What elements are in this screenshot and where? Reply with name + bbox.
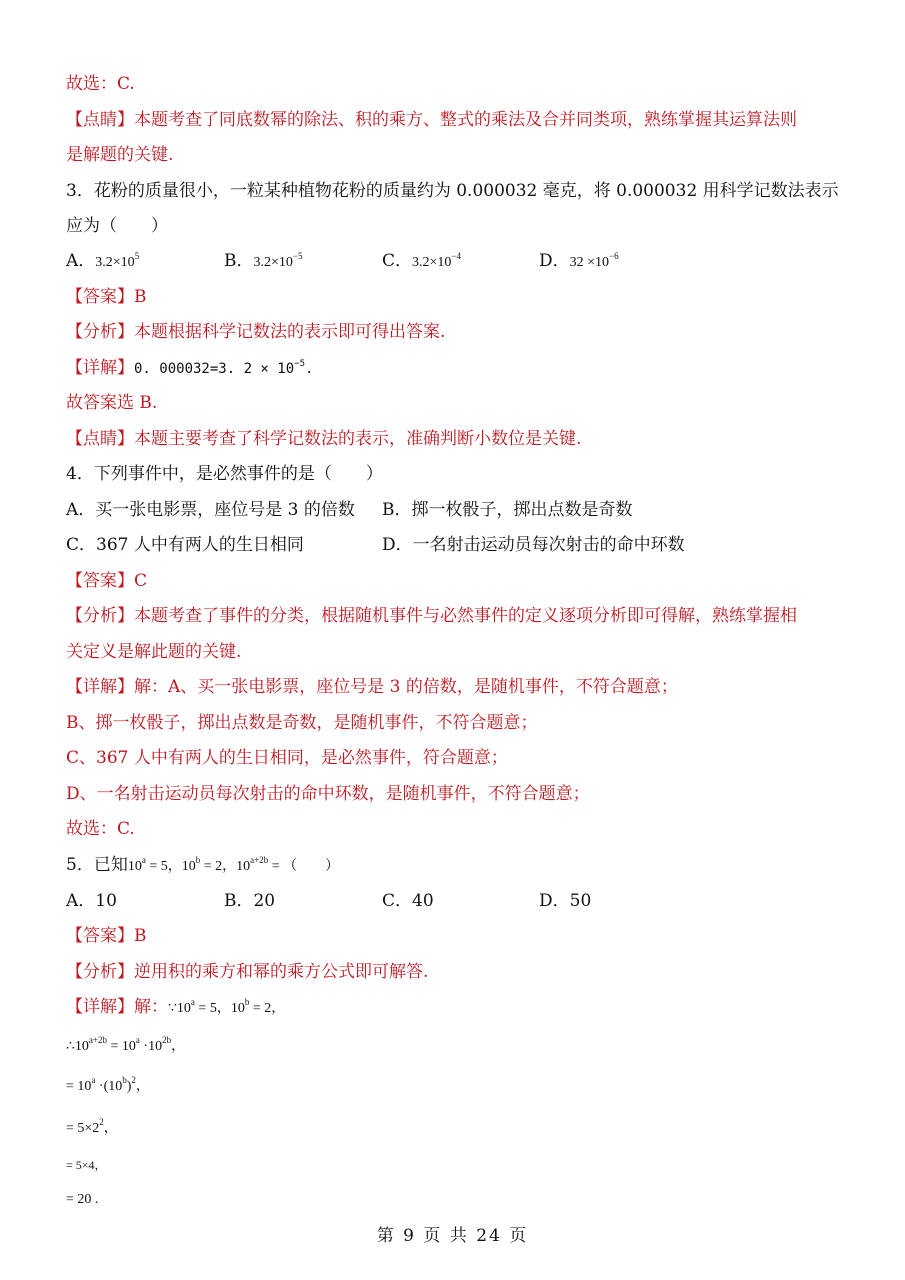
q3-option-d: D．$32 \times 10^{-6}$ (539, 251, 619, 271)
q4-option-c: C．367 人中有两人的生日相同 (66, 535, 304, 555)
previous-comment-line-2: 是解题的关键. (66, 145, 174, 165)
q5-step-3: = $5\times 2^2$， (66, 1117, 118, 1136)
q5-option-c: C．40 (382, 891, 434, 911)
q5-step-2: = $10^a \cdot(10^b)^2$， (66, 1075, 150, 1094)
q5-option-a: A．10 (66, 891, 117, 911)
q5-analysis: 【分析】逆用积的乘方和幂的乘方公式即可解答. (66, 962, 429, 982)
q3-comment: 【点睛】本题主要考查了科学记数法的表示，准确判断小数位是关键. (66, 429, 582, 449)
q4-detail-line-2: B、掷一枚骰子，掷出点数是奇数，是随机事件，不符合题意； (66, 713, 538, 733)
q5-option-d: D．50 (539, 891, 592, 911)
q4-analysis-line-2: 关定义是解此题的关键. (66, 642, 242, 662)
q3-option-b: B．$3.2\times 10^{-5}$ (224, 251, 303, 271)
q5-answer: 【答案】B (66, 926, 147, 946)
previous-comment-line-1: 【点睛】本题考查了同底数幂的除法、积的乘方、整式的乘法及合并同类项，熟练掌握其运算法则 (66, 110, 797, 130)
q3-choice: 故答案选 B. (66, 393, 158, 413)
q4-detail-line-1: 【详解】解：A、买一张电影票，座位号是 3 的倍数，是随机事件，不符合题意； (66, 677, 678, 697)
q5-detail: 【详解】解：$\because 10^a = 5$，$10^b = 2$， (66, 997, 286, 1017)
q4-choice: 故选：C. (66, 819, 135, 839)
q3-detail: 【详解】0. 000032=3. $2 \times 10^{-5}$. (66, 358, 314, 378)
q5-step-5: = 20 . (66, 1192, 99, 1207)
q4-detail-line-4: D、一名射击运动员每次射击的命中环数，是随机事件，不符合题意； (66, 784, 590, 804)
previous-choice: 故选：C. (66, 74, 135, 94)
q5-stem: 5．已知$10^a = 5$，$10^b = 2$，$10^{a+2b}$ = （ ） (66, 855, 340, 875)
q3-answer: 【答案】B (66, 287, 147, 307)
q5-step-4: = 5×4， (66, 1158, 107, 1172)
q4-analysis-line-1: 【分析】本题考查了事件的分类，根据随机事件与必然事件的定义逐项分析即可得解，熟练掌握相 (66, 606, 797, 626)
q4-option-a: A．买一张电影票，座位号是 3 的倍数 (66, 500, 355, 520)
q3-stem-line-1: 3．花粉的质量很小，一粒某种植物花粉的质量约为 0.000032 毫克，将 0.000032 用科学记数法表示 (66, 181, 839, 201)
q3-analysis: 【分析】本题根据科学记数法的表示即可得出答案. (66, 322, 446, 342)
q5-option-b: B．20 (224, 891, 276, 911)
q3-option-a: A．$3.2\times 10^5$ (66, 251, 140, 271)
q3-option-c: C．$3.2\times 10^{-4}$ (382, 251, 461, 271)
q4-stem: 4．下列事件中，是必然事件的是（ ） (66, 464, 383, 484)
q5-step-1: $\therefore 10^{a+2b} = 10^a \cdot 10^{2b}$， (66, 1035, 186, 1054)
page-number-footer: 第 9 页 共 24 页 (376, 1226, 529, 1246)
q4-detail-line-3: C、367 人中有两人的生日相同，是必然事件，符合题意； (66, 748, 508, 768)
q3-stem-line-2: 应为（ ） (66, 216, 168, 236)
q4-option-d: D．一名射击运动员每次射击的命中环数 (382, 535, 685, 555)
q4-answer: 【答案】C (66, 571, 148, 591)
q4-option-b: B．掷一枚骰子，掷出点数是奇数 (382, 500, 633, 520)
